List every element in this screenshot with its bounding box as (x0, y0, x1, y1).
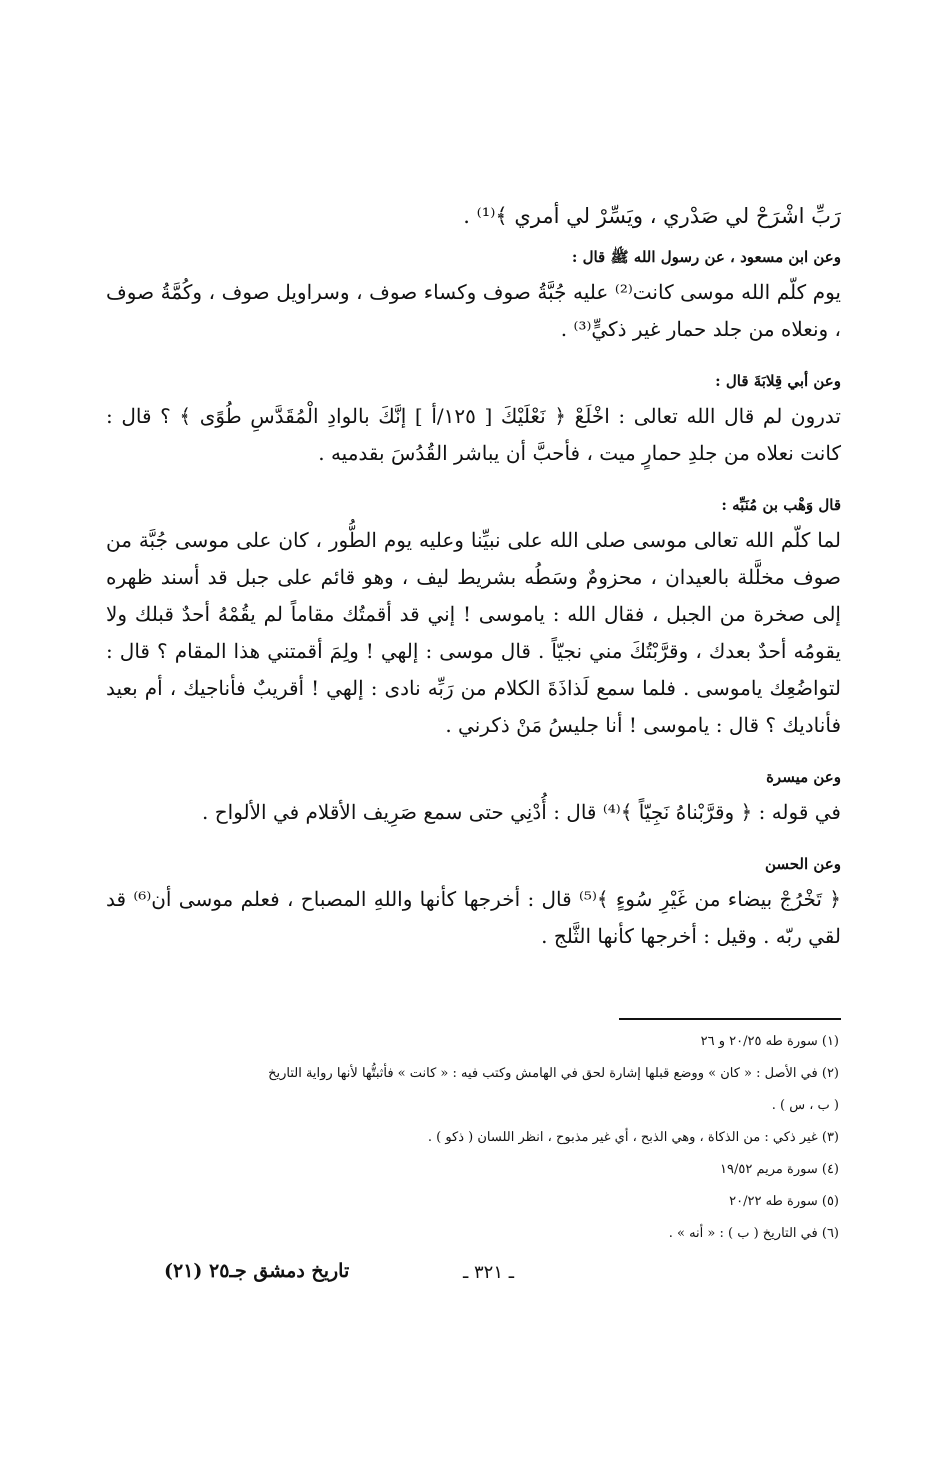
footnote-2: (٢) في الأصل : « كان » ووضع قبلها إشارة لحق في الهامش وكتب فيه : « كانت » فأثبتُّها لأنها رواية التاريخ (268, 1066, 839, 1081)
section-text-3: لما كلّم الله تعالى موسى صلى الله على نبيِّنا وعليه يوم الطُّور ، كان على موسى جُبَّة من صوف مخلَّلة بالعيدان ، محزومٌ وسَطُه بشريط ليف ، وهو قائم على جبل قد أسند ظهره إلى صخرة من الجبل ، فقال الله : ياموسى ! إني قد أقمتُك مقاماً لم يقُمْهُ أحدٌ قبلك ولا يقومُه أحدٌ بعدك ، وقرَّبْتُكَ مني نجيّاً . قال موسى : إلهي ! ولِمَ أقمتني هذا المقام ؟ قال : لتواضُعِك ياموسى . فلما سمع لَذاذَةَ الكلام من رَبِّه نادى : إلهي ! أقريبٌ فأناجيك ، أم بعيد فأناديك ؟ قال : ياموسى ! أنا جليسُ مَنْ ذكرني . (106, 528, 842, 737)
section-text-2: تدرون لم قال الله تعالى : اخْلَعْ ﴿ نَعْلَيْكَ [ ١٢٥/أ ] إنَّكَ بالوادِ الْمُقَدَّسِ طُوًى ﴾ ؟ قال : كانت نعلاه من جلدِ حمارٍ ميت ، فأحبَّ أن يباشر القُدُسَ بقدميه . (106, 404, 841, 465)
footnote-divider (619, 1018, 841, 1020)
section-heading-2: وعن أبي قِلابَةَ قال : (715, 372, 841, 390)
section-text-1: يوم كلّم الله موسى كانت⁽²⁾ عليه جُبَّةُ صوف وكساء صوف ، وسراويل صوف ، وكُمَّةُ صوف ، ونعلاه من جلد حمار غير ذكيٍّ⁽³⁾ . (106, 280, 841, 341)
main-text (106, 196, 841, 975)
source-signature: تاريخ دمشق جـ٢٥ (٢١) (164, 1260, 350, 1282)
footnote-1: (١) سورة طه ٢٠/٢٥ و ٢٦ (700, 1034, 839, 1049)
footnote-3: (٣) غير ذكي : من الذكاة ، وهي الذبح ، أي غير مذبوح ، انظر اللسان ( ذكو ) . (427, 1130, 839, 1145)
page-footer (0, 1262, 949, 1292)
section-heading-3: قال وَهْب بن مُنَبِّه : (721, 496, 841, 514)
footnote-4: (٤) سورة مريم ١٩/٥٢ (720, 1162, 839, 1177)
section-text-5: ﴿ تَخْرُجْ بيضاء من غَيْرِ سُوءٍ ﴾⁽⁵⁾ قال : أخرجها كأنها واللهِ المصباح ، فعلم موسى أن⁽⁶⁾ قد لقي ربّه . وقيل : أخرجها كأنها الثَّلج . (106, 887, 841, 948)
opening-verse: رَبِّ اشْرَحْ لي صَدْري ، ويَسِّرْ لي أمري ﴾⁽¹⁾ . (463, 204, 841, 228)
section-heading-1: وعن ابن مسعود ، عن رسول الله ﷺ قال : (571, 248, 841, 266)
footnotes (106, 1026, 841, 1250)
footnote-2-continued: ( ب ، س ) . (771, 1098, 839, 1113)
footnote-5: (٥) سورة طه ٢٠/٢٢ (729, 1194, 839, 1209)
section-text-4: في قوله : ﴿ وقرَّبْناهُ نَجِيّاً ﴾⁽⁴⁾ قال : أُدْنِي حتى سمع صَرِيف الأقلام في الألواح . (202, 800, 841, 824)
page-number: ـ ٣٢١ ـ (463, 1262, 515, 1283)
footnote-6: (٦) في التاريخ ( ب ) : « أنه » . (668, 1226, 839, 1241)
section-heading-5: وعن الحسن (764, 855, 841, 873)
section-heading-4: وعن ميسرة (766, 768, 841, 786)
